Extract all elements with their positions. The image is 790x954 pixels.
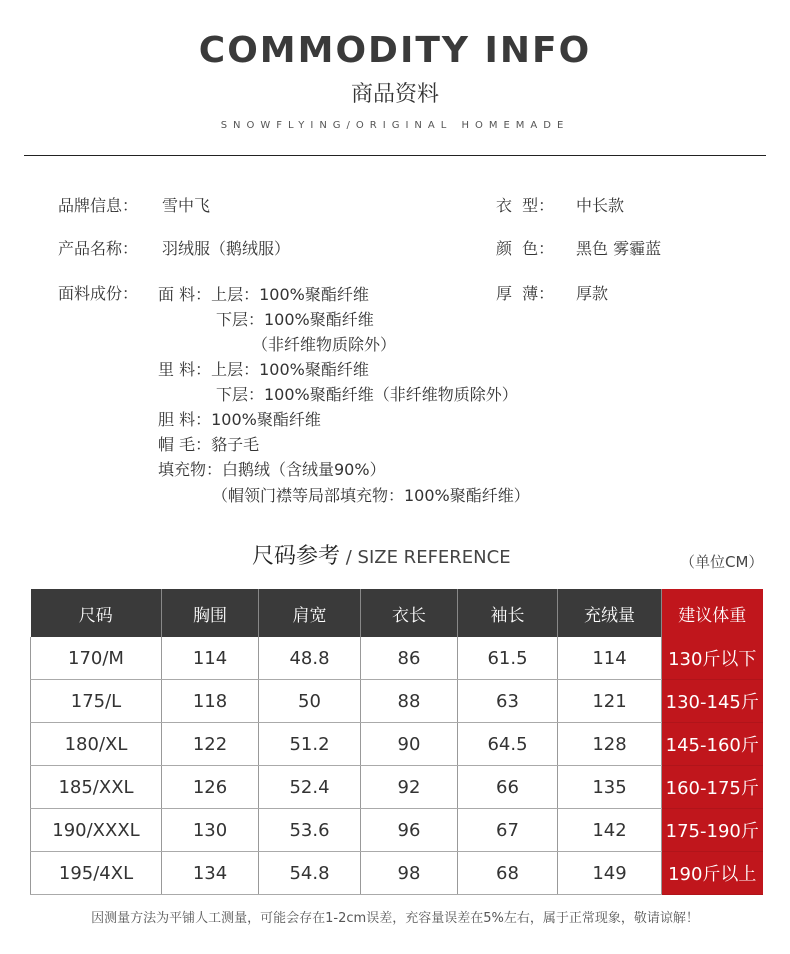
- cell-sleeve: 66: [458, 766, 558, 809]
- cell-weight: 190斤以上: [662, 852, 763, 895]
- header-shoulder: 肩宽: [259, 589, 361, 637]
- cell-size: 175/L: [31, 680, 162, 723]
- header-divider: [24, 155, 766, 156]
- cell-sleeve: 68: [458, 852, 558, 895]
- cell-chest: 114: [162, 637, 259, 680]
- cell-shoulder: 52.4: [259, 766, 361, 809]
- cell-sleeve: 63: [458, 680, 558, 723]
- fabric-line: （帽领门襟等局部填充物：100%聚酯纤维）: [212, 486, 530, 505]
- cell-weight: 160-175斤: [662, 766, 763, 809]
- product-name-label: 产品名称：: [58, 239, 139, 258]
- cell-fill: 114: [558, 637, 662, 680]
- product-name-value: 羽绒服（鹅绒服）: [162, 239, 291, 258]
- cell-size: 180/XL: [31, 723, 162, 766]
- cell-weight: 145-160斤: [662, 723, 763, 766]
- table-row: [31, 852, 763, 895]
- cell-size: 190/XXXL: [31, 809, 162, 852]
- cell-chest: 134: [162, 852, 259, 895]
- cell-sleeve: 67: [458, 809, 558, 852]
- table-row: [31, 680, 763, 723]
- cell-chest: 130: [162, 809, 259, 852]
- cell-size: 170/M: [31, 637, 162, 680]
- cell-sleeve: 61.5: [458, 637, 558, 680]
- fabric-line: 下层：100%聚酯纤维（非纤维物质除外）: [216, 385, 518, 404]
- brand-value: 雪中飞: [162, 196, 211, 215]
- color-label: 颜 色：: [496, 239, 555, 258]
- fabric-line: 下层：100%聚酯纤维: [216, 310, 374, 329]
- cell-size: 195/4XL: [31, 852, 162, 895]
- color-value: 黑色 雾霾蓝: [576, 239, 662, 258]
- cell-length: 90: [361, 723, 458, 766]
- cell-fill: 149: [558, 852, 662, 895]
- cell-weight: 130斤以下: [662, 637, 763, 680]
- cell-fill: 128: [558, 723, 662, 766]
- cell-length: 86: [361, 637, 458, 680]
- page-title-cn: 商品资料: [350, 82, 439, 107]
- cell-shoulder: 53.6: [259, 809, 361, 852]
- cell-length: 88: [361, 680, 458, 723]
- cell-shoulder: 54.8: [259, 852, 361, 895]
- cell-chest: 122: [162, 723, 259, 766]
- cell-chest: 118: [162, 680, 259, 723]
- header-length: 衣长: [361, 589, 458, 637]
- fabric-label: 面料成份：: [58, 284, 139, 303]
- table-row: [31, 809, 763, 852]
- brand-label: 品牌信息：: [58, 196, 139, 215]
- unit-note: （单位CM）: [680, 553, 764, 571]
- page-title: COMMODITY INFO: [198, 30, 592, 71]
- fabric-line: 填充物：白鹅绒（含绒量90%）: [158, 460, 386, 479]
- cell-length: 96: [361, 809, 458, 852]
- header-sleeve: 袖长: [458, 589, 558, 637]
- header-chest: 胸围: [162, 589, 259, 637]
- table-row: [31, 637, 763, 680]
- size-table: [30, 589, 763, 895]
- cell-shoulder: 50: [259, 680, 361, 723]
- header-weight: 建议体重: [662, 589, 763, 637]
- fabric-line: 胆 料：100%聚酯纤维: [158, 410, 321, 429]
- thickness-label: 厚 薄：: [496, 284, 555, 303]
- cell-size: 185/XXL: [31, 766, 162, 809]
- cell-length: 98: [361, 852, 458, 895]
- cell-fill: 142: [558, 809, 662, 852]
- header-fill: 充绒量: [558, 589, 662, 637]
- cell-shoulder: 48.8: [259, 637, 361, 680]
- cell-length: 92: [361, 766, 458, 809]
- size-heading-cn: 尺码参考: [252, 544, 341, 569]
- cell-weight: 175-190斤: [662, 809, 763, 852]
- fabric-line: 帽 毛：貉子毛: [158, 435, 260, 454]
- fabric-line: （非纤维物质除外）: [252, 335, 397, 354]
- table-row: [31, 723, 763, 766]
- page-subtitle: SNOWFLYING/ORIGINAL HOMEMADE: [220, 120, 570, 131]
- size-heading-en: / SIZE REFERENCE: [340, 547, 511, 568]
- cell-chest: 126: [162, 766, 259, 809]
- fabric-line: 里 料：上层：100%聚酯纤维: [158, 360, 369, 379]
- table-header-row: [31, 589, 763, 637]
- thickness-value: 厚款: [576, 284, 609, 303]
- cell-fill: 135: [558, 766, 662, 809]
- footnote: 因测量方法为平铺人工测量，可能会存在1-2cm误差，充容量误差在5%左右，属于正常现象，敬请谅解！: [91, 911, 699, 926]
- header-size: 尺码: [31, 589, 162, 637]
- cell-fill: 121: [558, 680, 662, 723]
- size-heading: [252, 541, 511, 574]
- cell-shoulder: 51.2: [259, 723, 361, 766]
- table-row: [31, 766, 763, 809]
- fabric-line: 面 料：上层：100%聚酯纤维: [158, 285, 369, 304]
- style-value: 中长款: [576, 196, 625, 215]
- style-label: 衣 型：: [496, 196, 555, 215]
- cell-sleeve: 64.5: [458, 723, 558, 766]
- cell-weight: 130-145斤: [662, 680, 763, 723]
